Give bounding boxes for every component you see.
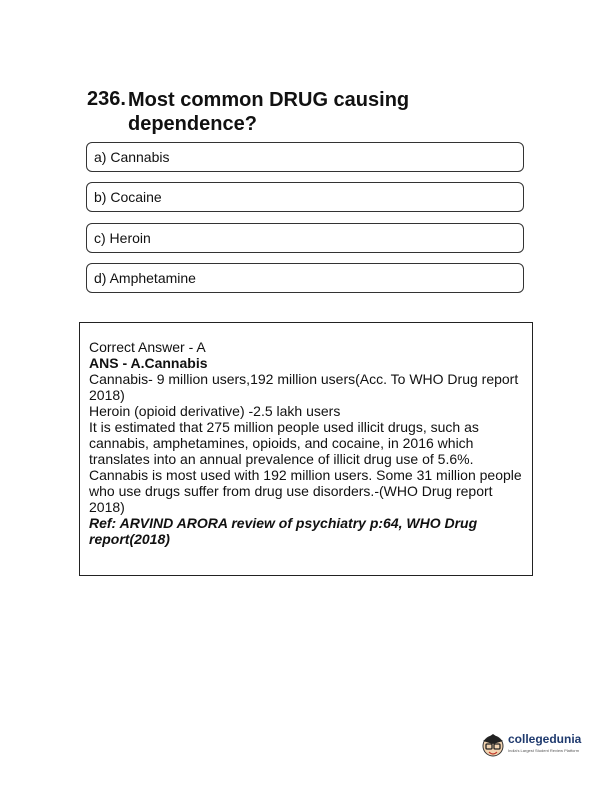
explanation-line-2: Heroin (opioid derivative) -2.5 lakh users [89,403,341,419]
correct-answer-line: Correct Answer - A [89,339,206,355]
option-d[interactable]: d) Amphetamine [86,263,524,293]
collegedunia-logo [480,730,595,762]
mascot-icon [480,730,506,760]
reference-line: Ref: ARVIND ARORA review of psychiatry p:64, WHO Drug report(2018) [89,515,478,547]
answer-heading: ANS - A.Cannabis [89,355,208,371]
explanation-line-3: It is estimated that 275 million people used illicit drugs, such as cannabis, amphetamines, opioids, and cocaine, in 2016 which translates into an annual prevalence of illicit drug use of 5.6%. [89,419,479,467]
question-number: 236. [87,88,126,110]
option-b[interactable]: b) Cocaine [86,182,524,212]
explanation-line-4: Cannabis is most used with 192 million users. Some 31 million people who use drugs suffer from drug use disorders.-(WHO Drug report 2018) [89,467,522,515]
question-text: Most common DRUG causing dependence? [128,89,410,135]
option-c[interactable]: c) Heroin [86,223,524,253]
option-a[interactable]: a) Cannabis [86,142,524,172]
brand-name: collegedunia [508,732,582,746]
brand-tagline: India's Largest Student Review Platform [508,748,580,753]
explanation-line-1: Cannabis- 9 million users,192 million users(Acc. To WHO Drug report 2018) [89,371,519,403]
answer-box [79,322,533,576]
